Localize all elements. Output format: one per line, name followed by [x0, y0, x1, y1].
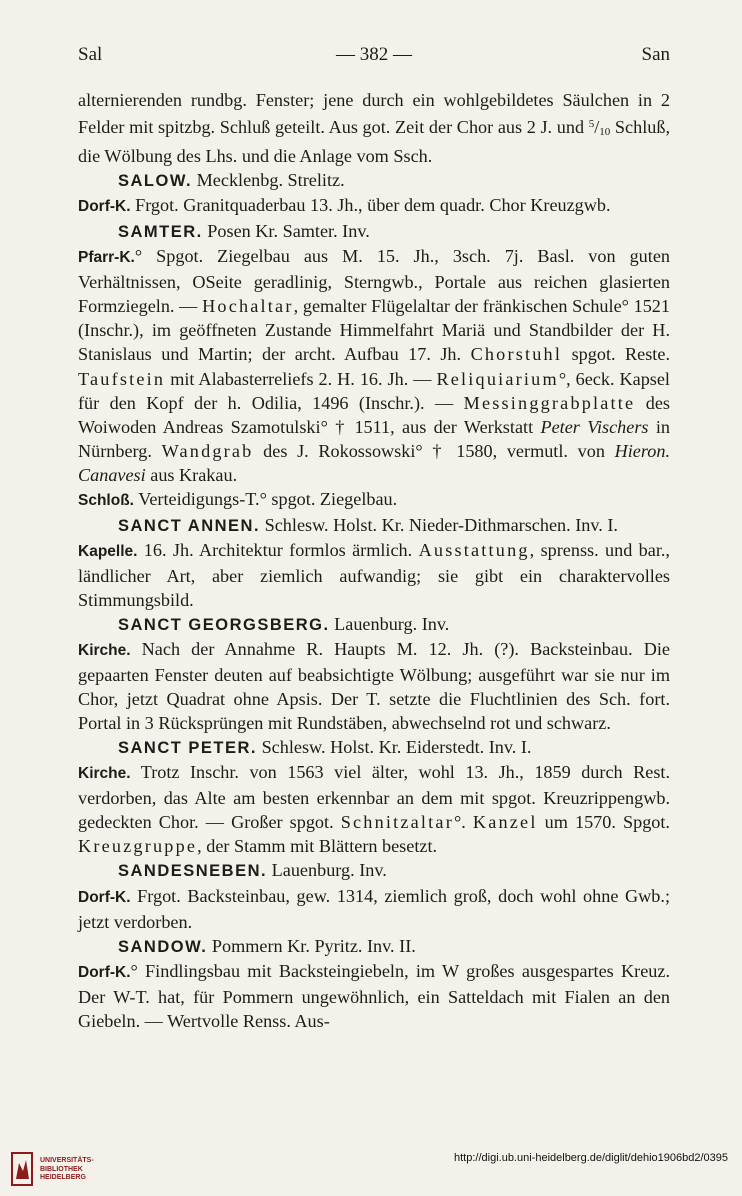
entry-sanct-georgsberg: SANCT GEORGSBERG. Lauenburg. Inv. [118, 613, 450, 634]
section-label: Dorf-K. [78, 888, 131, 906]
entry-sandesneben-dorfk: Dorf-K. Frgot. Backsteinbau, gew. 1314, ziemlich groß, doch wohl ohne Gwb.; jetzt verdorben. [78, 885, 670, 932]
headword: SANCT GEORGSBERG. [118, 615, 330, 634]
text-body [78, 88, 670, 1033]
spaced-term: Reliquiarium [436, 368, 559, 389]
heidelberg-lion-icon [10, 1151, 34, 1187]
artist-name: Hieron. Canavesi [78, 440, 670, 485]
section-label: Dorf-K. [78, 963, 131, 981]
entry-sanct-georgsberg-kirche: Kirche. Nach der Annahme R. Haupts M. 12. Jh. (?). Backsteinbau. Die gepaarten Fenster deuten auf beabsichtigte Wölbung; ausgeführt war sie nur im Chor, jetzt Quadrat ohne Apsis. Der T. setzte die Fluchtlinien des Sch. fort. Portal in 3 Rücksprüngen mit Rundstäben, abwechselnd rot und schwarz. [78, 639, 670, 734]
spaced-term: Messinggrabplatte [463, 392, 636, 413]
entry-sandesneben: SANDESNEBEN. Lauenburg. Inv. [118, 860, 387, 881]
footer [0, 1143, 742, 1196]
spaced-term: Hochaltar [202, 296, 294, 317]
spaced-term: Chorstuhl [470, 344, 563, 365]
source-url-link[interactable]: http://digi.ub.uni-heidelberg.de/diglit/dehio1906bd2/0395 [454, 1152, 728, 1164]
entry-sanct-annen: SANCT ANNEN. Schlesw. Holst. Kr. Nieder-Dithmarschen. Inv. I. [118, 514, 618, 535]
fraction: $^5/_{10}$ [588, 117, 611, 139]
entry-sandow-dorfk: Dorf-K.° Findlingsbau mit Backsteingiebeln, im W großes ausgespartes Kreuz. Der W-T. hat, für Pommern ungewöhnlich, ein Satteldach mit Fialen an den Giebeln. — Wertvolle Renss. Aus- [78, 960, 670, 1031]
headword: SANCT PETER. [118, 739, 258, 758]
entry-sanct-peter-kirche: Kirche. Trotz Inschr. von 1563 viel älter, wohl 13. Jh., 1859 durch Rest. verdorben, das Alte am besten erkennbar an dem mit spgot. Kreuzrippengwb. gedeckten Chor. — Großer spgot. Schnitzaltar°. Kanzel um 1570. Spgot. Kreuzgruppe, der Stamm mit Blättern besetzt. [78, 762, 670, 857]
section-label: Pfarr-K. [78, 249, 135, 267]
spaced-term: Wandgrab [161, 440, 254, 461]
entry-salow-dorfk: Dorf-K. Frgot. Granitquaderbau 13. Jh., über dem quadr. Chor Kreuzgwb. [78, 195, 611, 216]
artist-name: Peter Vischers [540, 416, 649, 437]
entry-sanct-peter: SANCT PETER. Schlesw. Holst. Kr. Eiderstedt. Inv. I. [118, 737, 532, 758]
entry-samter: SAMTER. Posen Kr. Samter. Inv. [118, 221, 370, 242]
headword: SAMTER. [118, 223, 203, 242]
continuation-paragraph: alternierenden rundbg. Fenster; jene durch ein wohlgebildetes Säulchen in 2 Felder mit spitzbg. Schluß geteilt. Aus got. Zeit der Chor aus 2 J. und $^5/_{10}$ Schluß, die Wölbung des Lhs. und die Anlage vom Ssch. [78, 90, 670, 167]
section-label: Kirche. [78, 765, 131, 783]
library-logo [10, 1151, 120, 1187]
section-label: Kirche. [78, 642, 131, 660]
logo-text: UNIVERSITÄTS- BIBLIOTHEK HEIDELBERG [40, 1157, 94, 1181]
running-head-left: Sal [78, 44, 103, 65]
page-header [78, 44, 670, 72]
headword: SANCT ANNEN. [118, 516, 261, 535]
spaced-term: Kanzel [472, 812, 538, 833]
section-label: Kapelle. [78, 542, 138, 560]
section-label: Schloß. [78, 491, 134, 509]
spaced-term: Taufstein [78, 368, 166, 389]
section-label: Dorf-K. [78, 198, 131, 216]
spaced-term: Kreuzgruppe [78, 836, 198, 857]
page-number: — 382 — [336, 44, 412, 65]
headword: SALOW. [118, 172, 193, 191]
entry-sanct-annen-kapelle: Kapelle. 16. Jh. Architektur formlos ärmlich. Ausstattung, sprenss. und bar., ländlicher Art, aber ziemlich aufwandig; sie gibt ein charaktervolles Stimmungsbild. [78, 539, 670, 610]
spaced-term: Ausstattung [418, 539, 530, 560]
entry-sandow: SANDOW. Pommern Kr. Pyritz. Inv. II. [118, 935, 416, 956]
entry-samter-schloss: Schloß. Verteidigungs-T.° spgot. Ziegelbau. [78, 488, 398, 509]
headword: SANDOW. [118, 937, 208, 956]
spaced-term: Schnitzaltar [340, 812, 454, 833]
running-head-right: San [641, 44, 670, 65]
headword: SANDESNEBEN. [118, 862, 268, 881]
entry-salow: SALOW. Mecklenbg. Strelitz. [118, 170, 345, 191]
entry-samter-pfarrk: Pfarr-K.° Spgot. Ziegelbau aus M. 15. Jh., 3sch. 7j. Basl. von guten Verhältnissen, OSeite geradlinig, Sterngwb., Portale aus reichen glasierten Formziegeln. — Hochaltar, gemalter Flügelaltar der fränkischen Schule° 1521 (Inschr.), im geöffneten Zustande Himmelfahrt Mariä und Standbilder der H. Stanislaus und Martin; der archt. Aufbau 17. Jh. Chorstuhl spgot. Reste. Taufstein mit Alabasterreliefs 2. H. 16. Jh. — Reliquiarium°, 6eck. Kapsel für den Kopf der h. Odilia, 1496 (Inschr.). — Messinggrabplatte des Woiwoden Andreas Szamotulski° † 1511, aus der Werkstatt Peter Vischers in Nürnberg. Wandgrab des J. Rokossowski° † 1580, vermutl. von Hieron. Canavesi aus Krakau. [78, 246, 671, 485]
